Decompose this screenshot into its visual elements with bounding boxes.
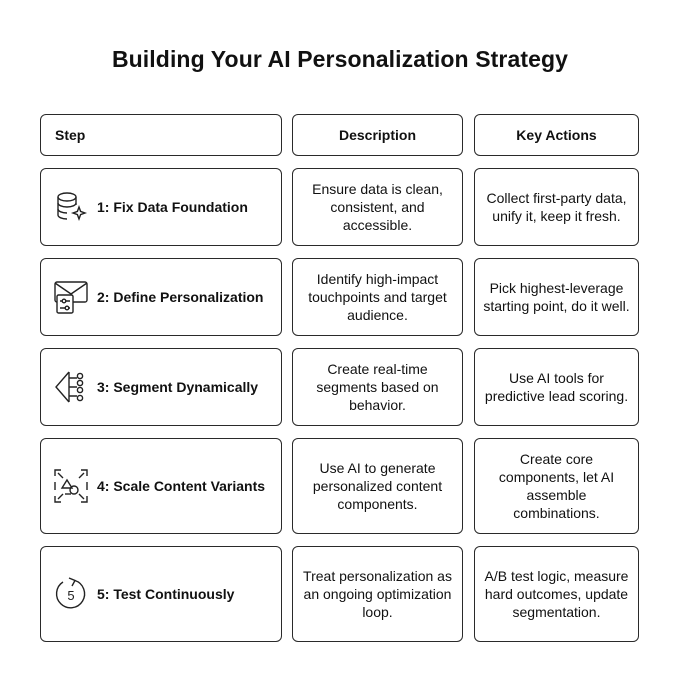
actions-text-3: Use AI tools for predictive lead scoring. <box>484 370 629 404</box>
actions-text-4: Create core components, let AI assemble combinations. <box>498 451 615 521</box>
step-cell-1 <box>40 168 282 246</box>
actions-text-2: Pick highest-leverage starting point, do it well. <box>483 280 630 314</box>
header-step: Step <box>40 114 282 156</box>
step-label-5: 5: Test Continuously <box>97 586 235 602</box>
actions-cell-4 <box>474 438 639 534</box>
step-cell-4 <box>40 438 282 534</box>
step-cell-2 <box>40 258 282 336</box>
description-cell-2 <box>292 258 463 336</box>
description-text-3: Create real-time segments based on behavior. <box>316 361 439 413</box>
step-label-4: 4: Scale Content Variants <box>97 478 266 494</box>
segment-branch-icon <box>53 369 89 405</box>
refresh-five-icon <box>53 576 89 612</box>
actions-cell-1 <box>474 168 639 246</box>
description-text-1: Ensure data is clean, consistent, and accessible. <box>312 181 443 233</box>
description-text-4: Use AI to generate personalized content components. <box>312 460 443 512</box>
description-text-2: Identify high-impact touchpoints and target audience. <box>308 271 447 323</box>
description-cell-1 <box>292 168 463 246</box>
database-sparkle-icon <box>53 189 89 225</box>
header-actions: Key Actions <box>474 114 639 156</box>
svg-text:5: 5 <box>67 588 75 603</box>
description-cell-5 <box>292 546 463 642</box>
description-cell-3 <box>292 348 463 426</box>
actions-text-5: A/B test logic, measure hard outcomes, update segmentation. <box>484 568 629 620</box>
page-title: Building Your AI Personalization Strategy <box>111 46 569 72</box>
actions-cell-5 <box>474 546 639 642</box>
actions-text-1: Collect first-party data, unify it, keep it fresh. <box>486 190 627 224</box>
description-text-5: Treat personalization as an ongoing optimization loop. <box>303 568 452 620</box>
step-label-1: 1: Fix Data Foundation <box>97 199 248 215</box>
step-label-3: 3: Segment Dynamically <box>97 379 259 395</box>
actions-cell-3 <box>474 348 639 426</box>
actions-cell-2 <box>474 258 639 336</box>
step-label-2: 2: Define Personalization <box>97 289 264 305</box>
description-cell-4 <box>292 438 463 534</box>
step-cell-3 <box>40 348 282 426</box>
header-description: Description <box>292 114 463 156</box>
shapes-expand-icon <box>53 468 89 504</box>
step-cell-5 <box>40 546 282 642</box>
envelope-settings-icon <box>53 279 89 315</box>
